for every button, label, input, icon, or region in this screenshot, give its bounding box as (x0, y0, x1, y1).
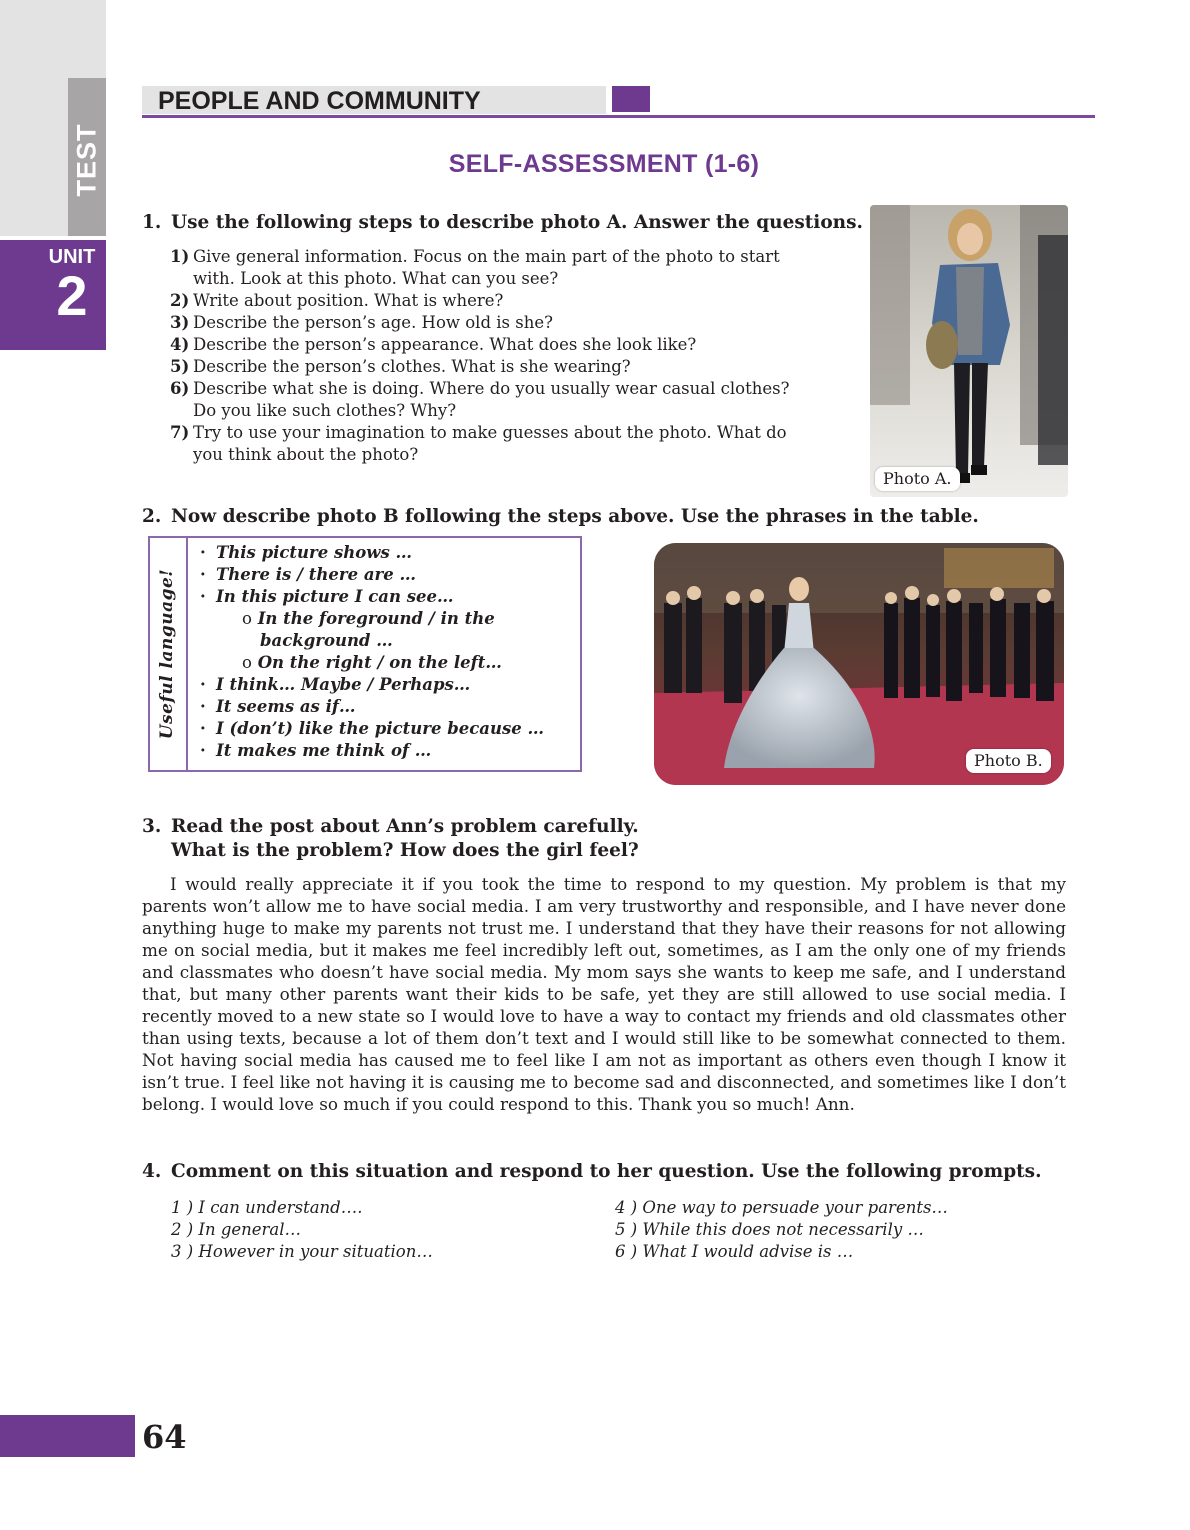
step-5: 5) Describe the person’s clothes. What is she wearing? (170, 357, 631, 376)
section-title: PEOPLE AND COMMUNITY (158, 87, 481, 115)
photo-a-image (870, 205, 1068, 497)
sub-phrase-item: o In the foreground / in the background … (242, 609, 495, 650)
task-4-instruction: Comment on this situation and respond to her question. Use the following prompts. (171, 1161, 1042, 1182)
sub-phrase-item: o On the right / on the left… (242, 653, 502, 672)
photo-a (870, 205, 1068, 497)
step-6: 6) Describe what she is doing. Where do you usually wear casual clothes? Do you like such clothes? Why? (170, 379, 790, 420)
prompt-item: 6 ) What I would advise is … (615, 1242, 854, 1261)
phrase-item: · It seems as if… (198, 696, 578, 718)
step-3: 3) Describe the person’s age. How old is she? (170, 313, 553, 332)
useful-language-list (198, 542, 578, 762)
header-accent-square (612, 86, 650, 112)
header-rule (142, 115, 1095, 118)
page-number: 64 (142, 1418, 187, 1456)
prompt-item: 5 ) While this does not necessarily … (615, 1220, 924, 1239)
task-3-number: 3. (142, 816, 162, 837)
prompt-item: 3 ) However in your situation… (171, 1242, 433, 1261)
phrase-item: · This picture shows … (198, 542, 578, 564)
phrase-item: · I (don’t) like the picture because … (198, 718, 578, 740)
page-title: SELF-ASSESSMENT (1-6) (448, 150, 760, 178)
task-1-instruction: Use the following steps to describe photo A. Answer the questions. (171, 212, 863, 233)
unit-number: 2 (56, 264, 88, 327)
step-2: 2) Write about position. What is where? (170, 291, 504, 310)
phrase-item: · In this picture I can see… (198, 586, 578, 608)
phrase-item: · It makes me think of … (198, 740, 578, 762)
prompt-item: 2 ) In general… (171, 1220, 302, 1239)
photo-a-caption: Photo A. (875, 467, 960, 491)
task-2-number: 2. (142, 506, 162, 527)
prompt-item: 4 ) One way to persuade your parents… (615, 1198, 948, 1217)
photo-b (654, 543, 1064, 785)
task-4-number: 4. (142, 1161, 162, 1182)
unit-label: UNIT (48, 246, 96, 268)
prompts-right (615, 1197, 1065, 1263)
task-3-line-1: Read the post about Ann’s problem carefully. (171, 816, 639, 837)
task-2-instruction: Now describe photo B following the steps above. Use the phrases in the table. (171, 506, 979, 527)
photo-b-caption: Photo B. (966, 749, 1051, 773)
step-4: 4) Describe the person’s appearance. What does she look like? (170, 335, 697, 354)
task-3-line-2: What is the problem? How does the girl feel? (171, 840, 639, 861)
phrase-item: · I think… Maybe / Perhaps… (198, 674, 578, 696)
prompts-left (171, 1197, 591, 1263)
step-1: 1) Give general information. Focus on the main part of the photo to start with. Look at this photo. What can you see? (170, 247, 780, 288)
page-number-bar (0, 1415, 135, 1457)
ann-post-text: I would really appreciate it if you took the time to respond to my question. My problem is that my parents won’t allow me to have social media. I am very trustworthy and responsible, and I have never done anything huge to make my parents not trust me. I understand that they have their reasons for not allowing me on social media, but it makes me feel incredibly left out, sometimes, as I am the only one of my friends and classmates who doesn’t have social media. My mom says she wants to keep me safe, and I understand that, but many other parents want their kids to be safe, yet they are still allowed to use social media. I recently moved to a new state so I would love to have a way to contact my friends and old classmates other than using texts, because a lot of them don’t text and I would still like to be somewhat connected to them. Not having social media has caused me to feel like I am not as important as others even though I know it isn’t true. I feel like not having it is causing me to become sad and disconnected, and sometimes like I don’t belong. I would love so much if you could respond to this. Thank you so much! Ann. (142, 874, 1066, 1114)
step-7: 7) Try to use your imagination to make guesses about the photo. What do you think about the photo? (170, 423, 787, 464)
task-1-steps (170, 246, 870, 466)
test-tab-label: TEST (71, 123, 102, 197)
task-1-number: 1. (142, 212, 162, 233)
useful-language-label: Useful language! (157, 568, 177, 740)
phrase-item: · There is / there are … (198, 564, 578, 586)
useful-language-divider (186, 538, 188, 770)
prompt-item: 1 ) I can understand…. (171, 1198, 363, 1217)
